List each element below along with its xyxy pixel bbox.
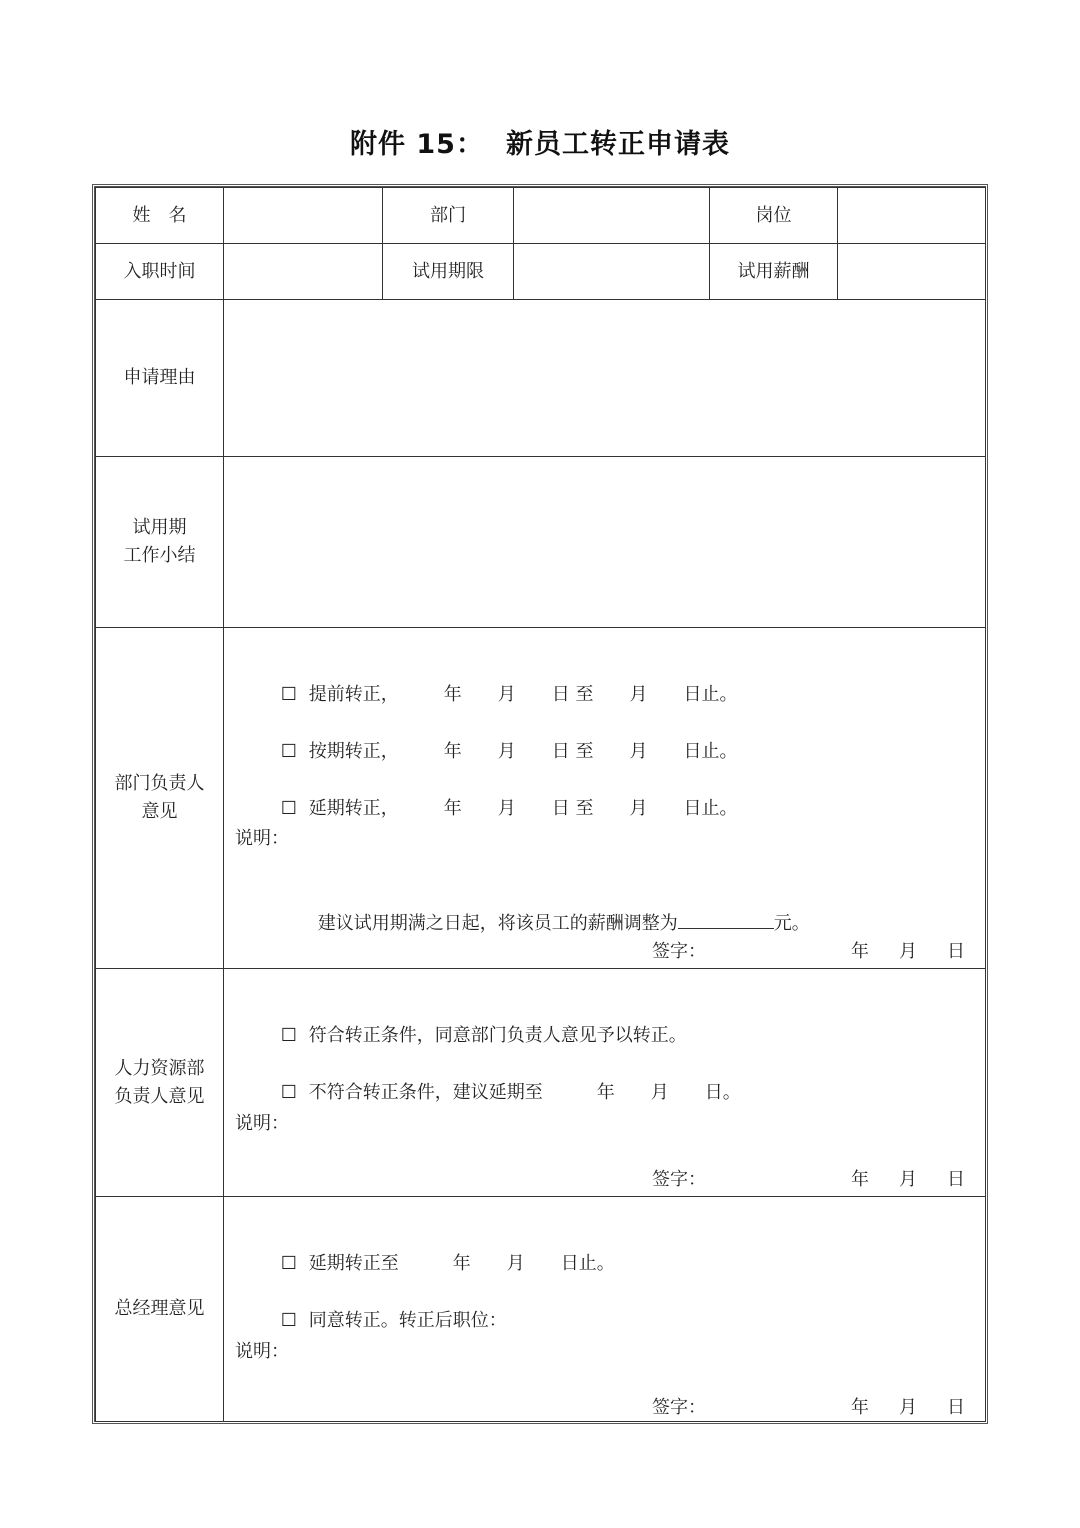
dept-sign-label: 签字： (652, 941, 706, 962)
checkbox-ontime[interactable]: ☐ (280, 741, 297, 762)
join-date-field[interactable] (224, 244, 383, 300)
hr-option-approve (235, 997, 687, 1046)
dept-option-delay-text: 延期转正， 年 月 日 至 月 日止。 (308, 798, 738, 819)
probation-period-label: 试用期限 (383, 244, 514, 300)
join-date-label: 入职时间 (96, 244, 224, 300)
row-summary (96, 457, 986, 628)
department-label: 部门 (383, 188, 514, 244)
row-dept-head (96, 628, 986, 969)
checkbox-delay[interactable]: ☐ (280, 798, 297, 819)
checkbox-early[interactable]: ☐ (280, 684, 297, 705)
checkbox-gm-approve[interactable]: ☐ (280, 1310, 297, 1331)
title-main: 新员工转正申请表 (505, 129, 730, 160)
salary-suggestion (272, 883, 810, 934)
summary-label-line1: 试用期 (132, 517, 187, 538)
probation-salary-field[interactable] (838, 244, 986, 300)
dept-head-opinion (224, 628, 986, 969)
hr-signature-row (224, 1167, 984, 1193)
summary-field[interactable] (224, 457, 986, 628)
position-field[interactable] (838, 188, 986, 244)
application-form (92, 184, 988, 1424)
department-field[interactable] (514, 188, 710, 244)
hr-option-reject-text: 不符合转正条件，建议延期至 年 月 日。 (308, 1082, 741, 1103)
form-table (95, 187, 986, 1422)
gm-option-approve-text: 同意转正。转正后职位： (308, 1310, 507, 1331)
salary-amount-blank[interactable] (678, 909, 774, 929)
salary-suggestion-unit: 元。 (773, 913, 810, 934)
gm-signature-row (224, 1395, 984, 1421)
hr-sign-month: 月 (899, 1169, 917, 1190)
probation-salary-label: 试用薪酬 (710, 244, 838, 300)
checkbox-approve[interactable]: ☐ (280, 1025, 297, 1046)
gm-option-delay (235, 1225, 615, 1274)
gm-sign-label: 签字： (652, 1397, 706, 1418)
gm-sign-month: 月 (899, 1397, 917, 1418)
dept-option-early (235, 656, 738, 705)
dept-head-label-line1: 部门负责人 (114, 773, 205, 794)
row-basic-info (96, 188, 986, 244)
dept-note-label: 说明： (235, 828, 289, 849)
hr-option-approve-text: 符合转正条件，同意部门负责人意见予以转正。 (308, 1025, 687, 1046)
page-title (0, 122, 1080, 161)
dept-signature-row (224, 939, 984, 965)
hr-head-label-line2: 负责人意见 (114, 1085, 205, 1107)
hr-head-label-line1: 人力资源部 (114, 1057, 205, 1079)
title-prefix: 附件 15： (350, 129, 484, 160)
checkbox-gm-delay[interactable]: ☐ (280, 1253, 297, 1274)
gm-option-delay-text: 延期转正至 年 月 日止。 (308, 1253, 615, 1274)
dept-head-label (96, 628, 224, 969)
dept-sign-year: 年 (851, 941, 869, 962)
dept-option-delay (235, 770, 738, 819)
salary-suggestion-text: 建议试用期满之日起，将该员工的薪酬调整为 (317, 913, 678, 934)
hr-option-reject (235, 1054, 741, 1103)
hr-head-opinion (224, 969, 986, 1197)
reason-field[interactable] (224, 300, 986, 457)
dept-sign-day: 日 (947, 941, 965, 962)
position-label: 岗位 (710, 188, 838, 244)
dept-option-ontime (235, 713, 738, 762)
reason-label: 申请理由 (96, 300, 224, 457)
row-reason (96, 300, 986, 457)
row-probation-info (96, 244, 986, 300)
hr-sign-label: 签字： (652, 1169, 706, 1190)
checkbox-reject[interactable]: ☐ (280, 1082, 297, 1103)
hr-sign-day: 日 (947, 1169, 965, 1190)
probation-period-field[interactable] (514, 244, 710, 300)
name-label: 姓 名 (96, 188, 224, 244)
gm-note-label: 说明： (235, 1341, 289, 1362)
dept-option-ontime-text: 按期转正， 年 月 日 至 月 日止。 (308, 741, 738, 762)
hr-head-label (96, 969, 224, 1197)
hr-sign-year: 年 (851, 1169, 869, 1190)
gm-option-approve (235, 1282, 507, 1331)
dept-head-label-line2: 意见 (141, 801, 178, 822)
gm-label: 总经理意见 (96, 1197, 224, 1422)
gm-opinion (224, 1197, 986, 1422)
hr-note-label: 说明： (235, 1113, 289, 1134)
gm-sign-year: 年 (851, 1397, 869, 1418)
dept-option-early-text: 提前转正， 年 月 日 至 月 日止。 (308, 684, 738, 705)
name-field[interactable] (224, 188, 383, 244)
gm-sign-day: 日 (947, 1397, 965, 1418)
dept-sign-month: 月 (899, 941, 917, 962)
summary-label-line2: 工作小结 (123, 545, 196, 566)
row-gm (96, 1197, 986, 1422)
summary-label (96, 457, 224, 628)
row-hr-head (96, 969, 986, 1197)
